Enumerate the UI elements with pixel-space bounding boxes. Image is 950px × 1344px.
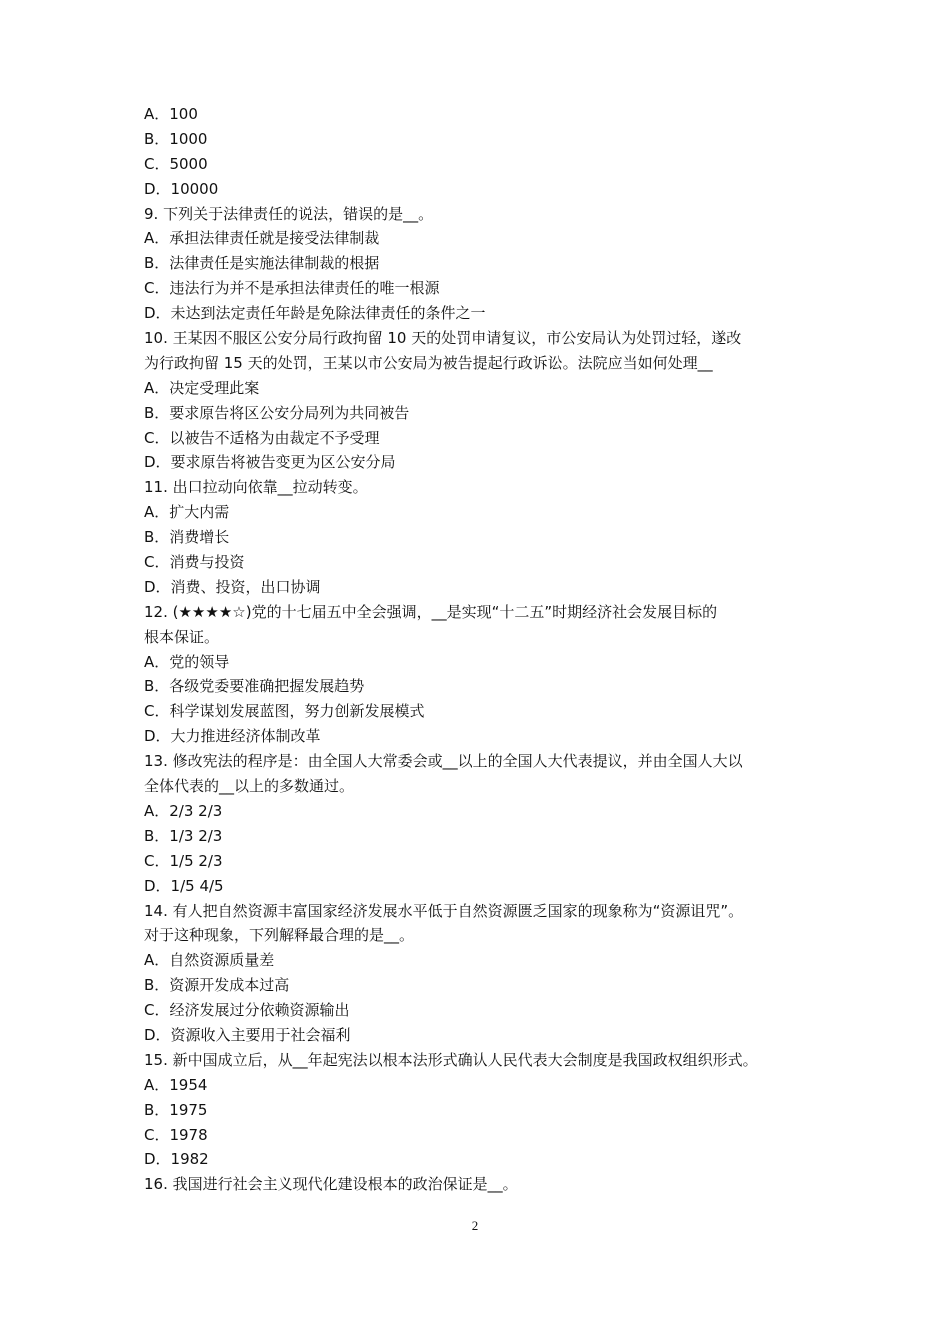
option-line: B．各级党委要准确把握发展趋势 <box>144 677 365 696</box>
question-line: 13. 修改宪法的程序是：由全国人大常委会或__以上的全国人大代表提议，并由全国人大以 <box>144 752 743 771</box>
option-line: C．以被告不适格为由裁定不予受理 <box>144 428 380 447</box>
option-line: C．科学谋划发展蓝图，努力创新发展模式 <box>144 702 425 721</box>
option-line: A．2/3 2/3 <box>144 801 223 820</box>
option-line: B．消费增长 <box>144 528 230 547</box>
option-line: C．1/5 2/3 <box>144 851 223 870</box>
question-line: 9. 下列关于法律责任的说法，错误的是__。 <box>144 204 434 223</box>
option-line: D．消费、投资，出口协调 <box>144 577 321 596</box>
option-line: C．违法行为并不是承担法律责任的唯一根源 <box>144 279 440 298</box>
question-line: 15. 新中国成立后，从__年起宪法以根本法形式确认人民代表大会制度是我国政权组织形式。 <box>144 1050 758 1069</box>
option-line: A．扩大内需 <box>144 503 230 522</box>
option-line: B．法律责任是实施法律制裁的根据 <box>144 254 380 273</box>
question-line: 12. (★★★★☆)党的十七届五中全会强调，__是实现“十二五”时期经济社会发展目标的 <box>144 602 718 621</box>
page-number: 2 <box>471 1218 479 1233</box>
option-line: D．未达到法定责任年龄是免除法律责任的条件之一 <box>144 304 486 323</box>
question-line: 根本保证。 <box>144 627 220 646</box>
option-line: B．1000 <box>144 129 208 148</box>
option-line: C．消费与投资 <box>144 553 245 572</box>
option-line: C．5000 <box>144 154 208 173</box>
option-line: D．资源收入主要用于社会福利 <box>144 1025 351 1044</box>
question-line: 10. 王某因不服区公安分局行政拘留 10 天的处罚申请复议，市公安局认为处罚过轻，遂改 <box>144 329 742 348</box>
option-line: D．1/5 4/5 <box>144 876 224 895</box>
option-line: C．经济发展过分依赖资源输出 <box>144 1001 350 1020</box>
option-line: A．100 <box>144 105 198 123</box>
option-line: C．1978 <box>144 1125 208 1144</box>
option-line: D．10000 <box>144 179 219 198</box>
option-line: A．1954 <box>144 1075 208 1094</box>
option-line: A．党的领导 <box>144 652 230 671</box>
question-line: 全体代表的__以上的多数通过。 <box>144 777 355 796</box>
option-line: A．承担法律责任就是接受法律制裁 <box>144 229 380 248</box>
question-line: 16. 我国进行社会主义现代化建设根本的政治保证是__。 <box>144 1175 518 1194</box>
question-line: 11. 出口拉动向依靠__拉动转变。 <box>144 478 368 497</box>
option-line: D．1982 <box>144 1150 209 1169</box>
option-line: B．资源开发成本过高 <box>144 976 290 995</box>
option-line: D．要求原告将被告变更为区公安分局 <box>144 453 396 472</box>
option-line: A．决定受理此案 <box>144 378 260 397</box>
option-line: D．大力推进经济体制改革 <box>144 727 321 746</box>
question-line: 14. 有人把自然资源丰富国家经济发展水平低于自然资源匮乏国家的现象称为“资源诅咒”。 <box>144 901 744 920</box>
question-line: 为行政拘留 15 天的处罚，王某以市公安局为被告提起行政诉讼。法院应当如何处理__ <box>144 353 713 372</box>
option-line: B．1975 <box>144 1100 208 1119</box>
question-line: 对于这种现象，下列解释最合理的是__。 <box>144 926 415 945</box>
option-line: B．要求原告将区公安分局列为共同被告 <box>144 403 410 422</box>
document-body <box>144 102 824 1197</box>
option-line: A．自然资源质量差 <box>144 951 275 970</box>
option-line: B．1/3 2/3 <box>144 826 223 845</box>
